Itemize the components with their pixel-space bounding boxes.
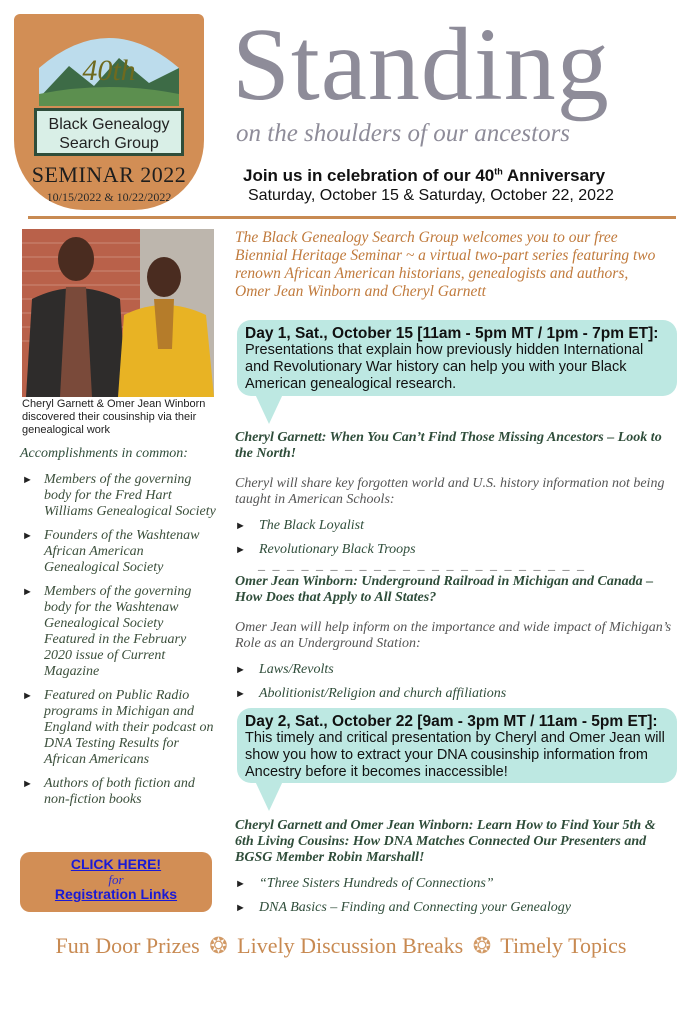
- footer-item: Lively Discussion Breaks: [237, 933, 464, 958]
- session-bullet: ► DNA Basics – Finding and Connecting your Genealogy: [235, 900, 675, 916]
- landscape-illustration: [39, 28, 179, 106]
- session-bullet: ► The Black Loyalist: [235, 518, 675, 534]
- logo-dates: 10/15/2022 & 10/22/2022: [46, 190, 172, 204]
- session-description: Omer Jean will help inform on the importance and wide impact of Michigan’s Role as an Underground Station:: [235, 620, 672, 651]
- session-description: Cheryl will share key forgotten world and U.S. history information not being taught in American Schools:: [235, 476, 665, 507]
- session-title: Cheryl Garnett: When You Can’t Find Those Missing Ancestors – Look to the North!: [235, 430, 662, 461]
- logo-seminar: SEMINAR 2022: [31, 162, 187, 187]
- accomplishment-item: ► Featured on Public Radio programs in Michigan and England with their podcast on DNA Testing Results for African Americans: [20, 688, 216, 768]
- accomplishment-item: ► Members of the governing body for the Fred Hart Williams Genealogical Society: [20, 472, 216, 520]
- session-bullets: [235, 518, 675, 558]
- seminar-logo: [14, 14, 204, 210]
- session-bullet: ► “Three Sisters Hundreds of Connections”: [235, 876, 675, 892]
- session-title: Omer Jean Winborn: Underground Railroad in Michigan and Canada – How Does that Apply to All States?: [235, 574, 654, 605]
- session-omer: [235, 574, 675, 710]
- accomplishments-list: [20, 472, 216, 816]
- registration-cta[interactable]: [20, 852, 212, 912]
- footer-item: Fun Door Prizes: [55, 933, 200, 958]
- session-bullets: [235, 662, 675, 702]
- accomplishment-item: ► Founders of the Washtenaw African American Genealogical Society: [20, 528, 216, 576]
- footer-item: Timely Topics: [500, 933, 627, 958]
- anniversary-post: Anniversary: [502, 166, 606, 185]
- accomplishment-item: ► Members of the governing body for the Washtenaw Genealogical Society Featured in the February 2020 issue of Current Magazine: [20, 584, 216, 680]
- event-dates: Saturday, October 15 & Saturday, October 22, 2022: [248, 187, 614, 204]
- day1-callout: [237, 320, 677, 396]
- logo-line1: Black Genealogy: [48, 116, 170, 133]
- presenters-photo: [22, 229, 214, 397]
- day2-callout: [237, 708, 677, 783]
- day2-text: This timely and critical presentation by Cheryl and Omer Jean will show you how to extract your DNA cousinship information from Ancestry before it becomes inaccessible!: [245, 730, 665, 780]
- header-divider: [28, 216, 676, 219]
- logo-badge: 40th: [82, 54, 136, 87]
- anniversary-pre: Join us in celebration of our 40: [243, 166, 495, 185]
- anniversary-sup: th: [494, 166, 503, 177]
- photo-caption: Cheryl Garnett & Omer Jean Winborn discovered their cousinship via their genealogical work: [22, 398, 206, 436]
- registration-links-link[interactable]: Registration Links: [54, 886, 178, 902]
- day1-heading: Day 1, Sat., October 15 [11am - 5pm MT / 1pm - 7pm ET]:: [245, 325, 659, 342]
- session-bullet: ► Laws/Revolts: [235, 662, 675, 678]
- page-title: Standing: [232, 7, 610, 122]
- day2-heading: Day 2, Sat., October 22 [9am - 3pm MT / 11am - 5pm ET]:: [245, 713, 658, 730]
- logo-plaque: [34, 108, 184, 156]
- day1-text: Presentations that explain how previously hidden International and Revolutionary War history can help you with your Black American genealogical research.: [245, 342, 644, 392]
- page-subtitle: on the shoulders of our ancestors: [236, 120, 571, 147]
- anniversary-line: [243, 166, 605, 186]
- session-bullet: ► Abolitionist/Religion and church affiliations: [235, 686, 675, 702]
- session-bullet: ► Revolutionary Black Troops: [235, 542, 675, 558]
- cta-for: for: [108, 872, 124, 887]
- session-bullets: [235, 876, 675, 916]
- logo-line2: Search Group: [59, 135, 159, 152]
- accomplishments-heading: Accomplishments in common:: [20, 446, 188, 461]
- callout-tail: [255, 781, 283, 811]
- accomplishment-item: ► Authors of both fiction and non-fiction books: [20, 776, 216, 808]
- flower-icon: ❂: [472, 933, 492, 958]
- footer-highlights: [0, 933, 682, 959]
- dashed-divider: _ _ _ _ _ _ _ _ _ _ _ _ _ _ _ _ _ _ _ _ _ _ _: [258, 558, 586, 573]
- callout-tail: [255, 394, 283, 424]
- intro-text: The Black Genealogy Search Group welcomes you to our free Biennial Heritage Seminar ~ a virtual two-part series featuring two renown African American historians, genealogists and authors, Omer Jean Winborn and Cheryl Garnett: [235, 229, 656, 300]
- session-joint: [235, 818, 675, 924]
- session-title: Cheryl Garnett and Omer Jean Winborn: Learn How to Find Your 5th & 6th Living Cousins: How DNA Matches Connected Our Presenters and BGSG Member Robin Marshall!: [235, 818, 656, 865]
- flower-icon: ❂: [209, 933, 228, 958]
- click-here-link[interactable]: CLICK HERE!: [70, 856, 162, 872]
- session-cheryl: [235, 430, 675, 566]
